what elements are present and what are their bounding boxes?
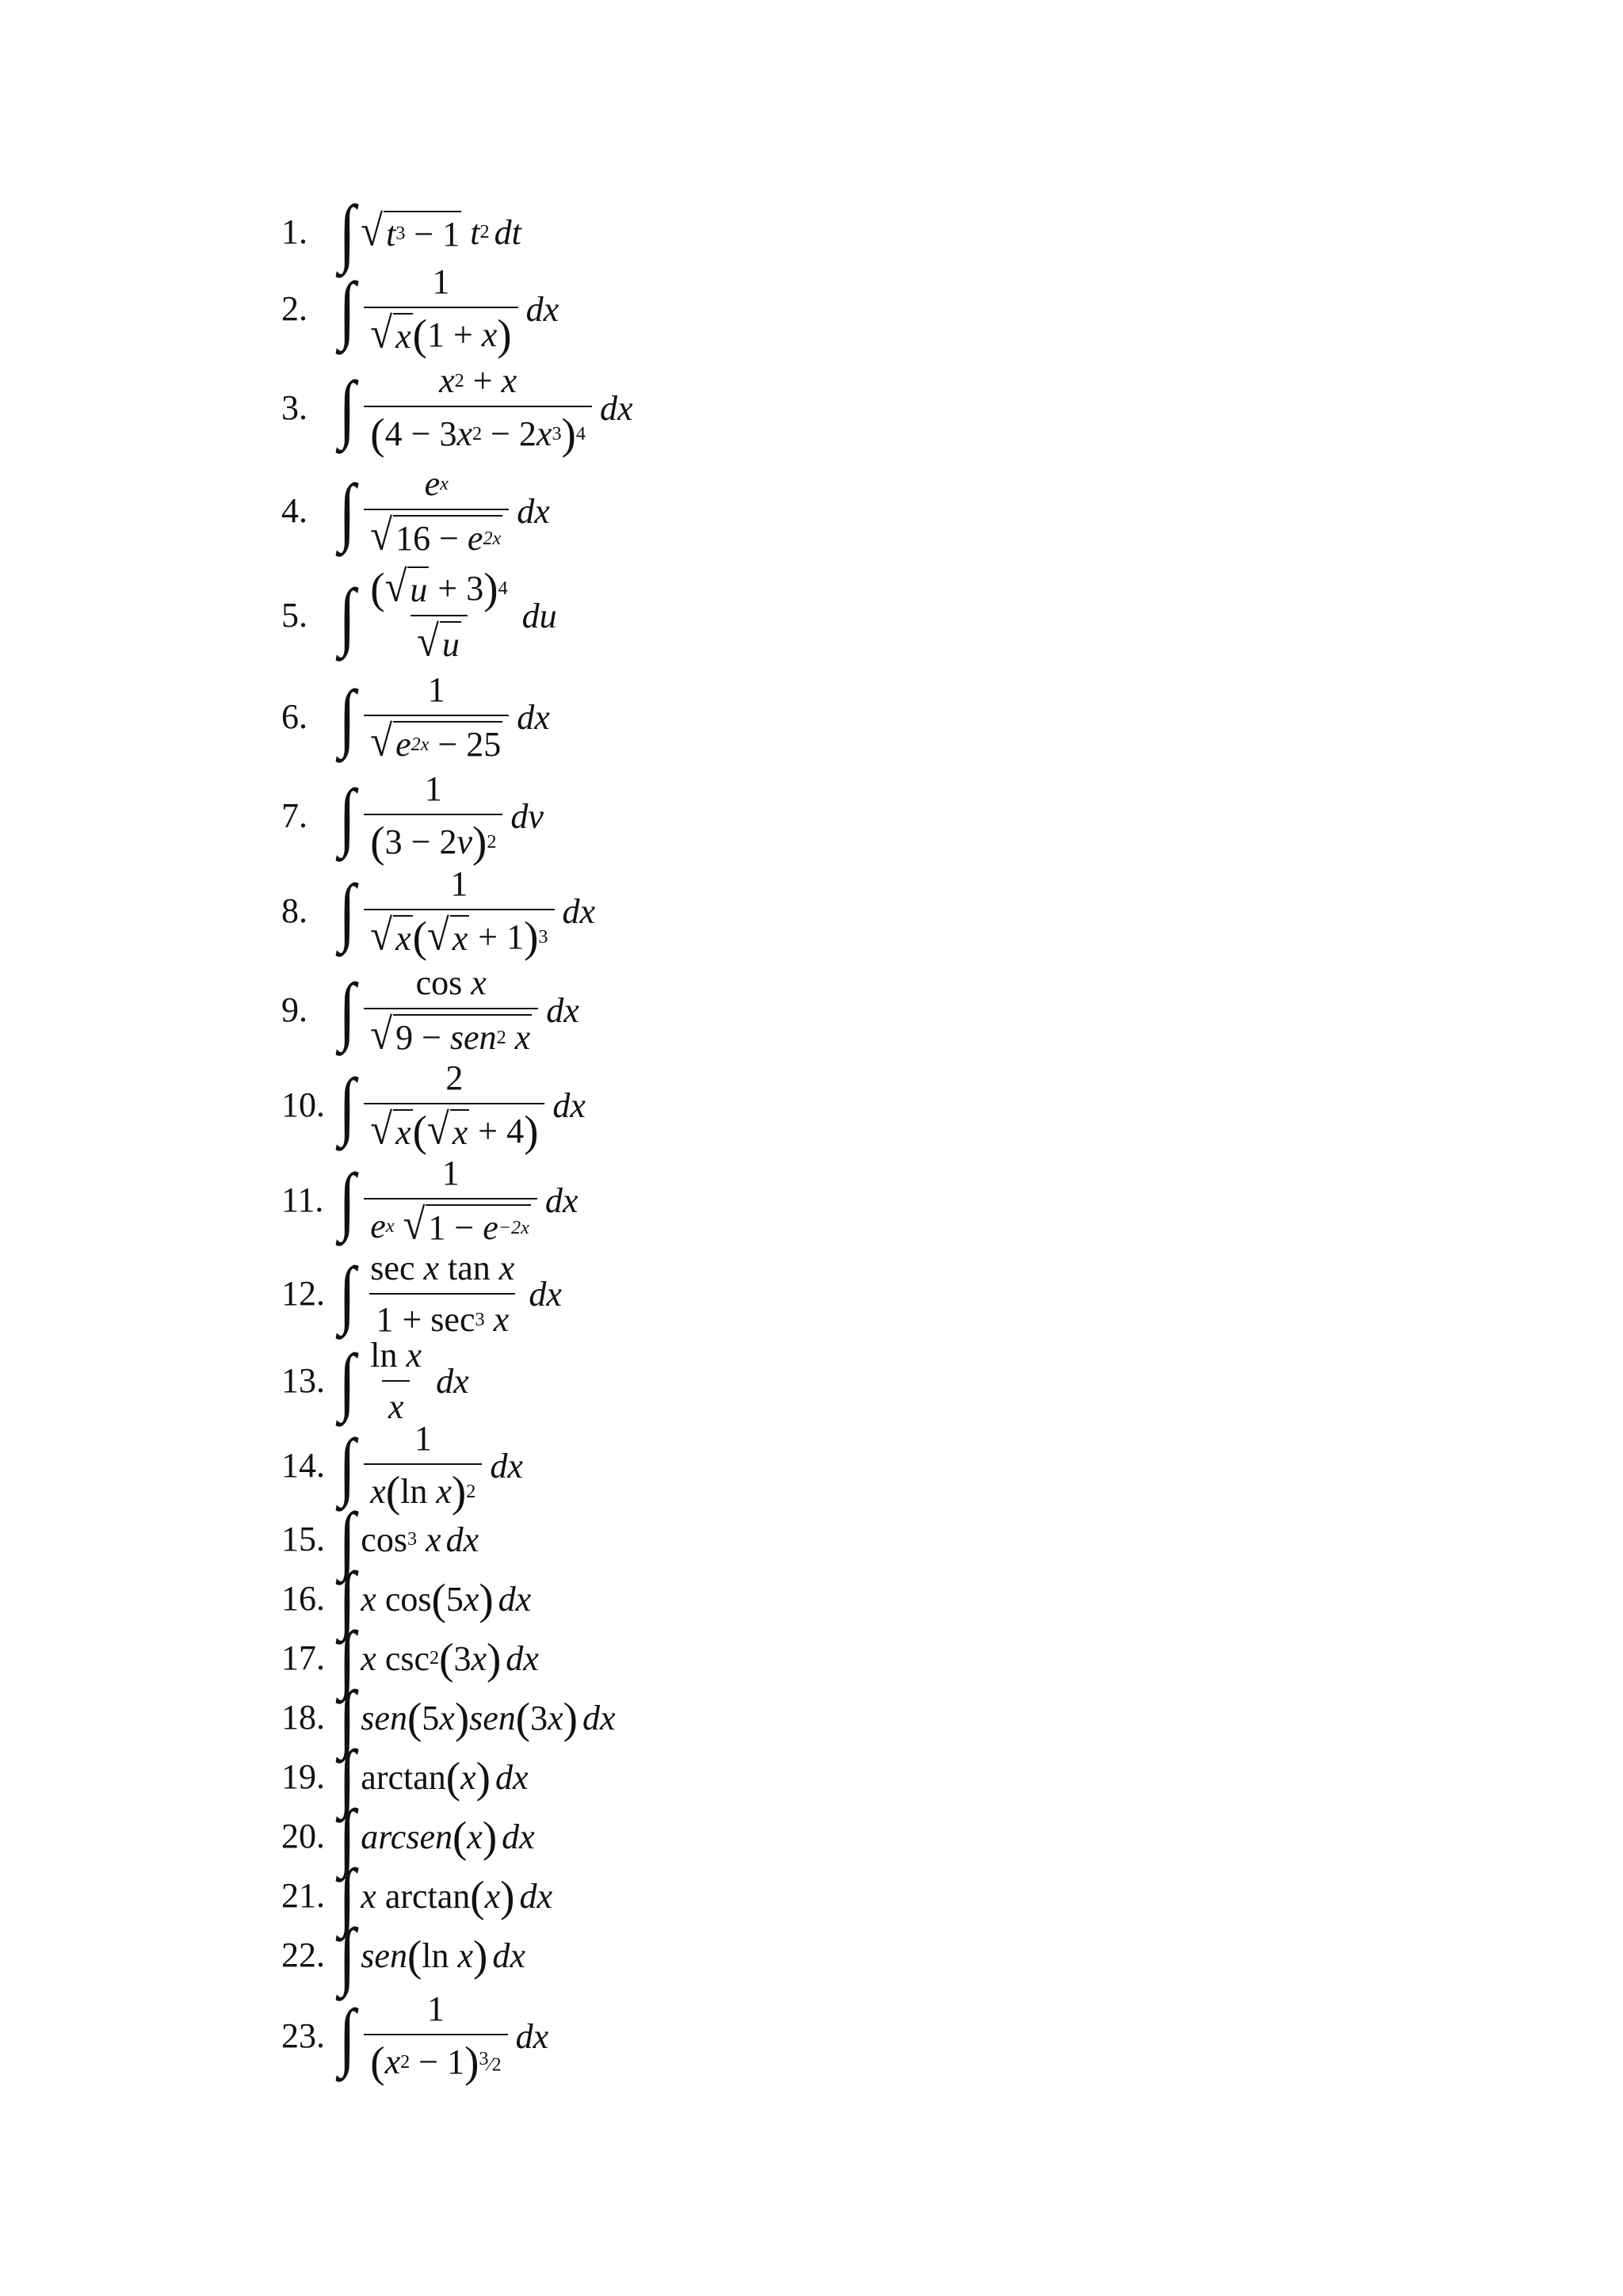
problem-number: 6. xyxy=(281,697,307,736)
problem-number: 22. xyxy=(281,1936,325,1974)
problem-number: 11. xyxy=(281,1180,324,1219)
problem-4 xyxy=(281,463,550,559)
problem-number: 2. xyxy=(281,289,307,328)
problem-22 xyxy=(281,1913,525,1997)
problem-number: 17. xyxy=(281,1638,325,1677)
problem-12 xyxy=(281,1248,562,1340)
problem-number: 23. xyxy=(281,2016,325,2055)
integral-expression: ∫ 2 √ x ( √ x + 4 ) dx xyxy=(338,1058,586,1155)
problem-number: 5. xyxy=(281,596,307,635)
problem-number: 14. xyxy=(281,1446,325,1485)
problem-number: 9. xyxy=(281,990,307,1029)
problem-10 xyxy=(281,1058,586,1153)
integral-expression: ∫ e x √ 16 − e 2x dx xyxy=(338,464,550,559)
integral-expression: ∫ ln x x dx xyxy=(338,1336,469,1426)
integral-expression: ∫ ( √ u + 3 ) 4 √ u du xyxy=(338,561,557,666)
problem-2 xyxy=(281,261,559,357)
integral-expression: ∫ 1 x ( ln x ) 2 dx xyxy=(338,1419,523,1516)
problem-number: 12. xyxy=(281,1274,325,1313)
problem-13 xyxy=(281,1335,469,1427)
integral-expression: ∫ 1 √ x ( 1 + x ) dx xyxy=(338,262,559,359)
integral-expression: ∫ √ t 3 − 1 t 2 dt xyxy=(338,189,521,274)
problem-8 xyxy=(281,864,595,959)
problem-number: 21. xyxy=(281,1876,325,1915)
problem-number: 20. xyxy=(281,1817,325,1855)
integral-expression: ∫ 1 √ e 2x − 25 dx xyxy=(338,670,550,765)
integral-expression: ∫ sen ( 5 x ) sen ( 3 x ) dx xyxy=(338,1675,616,1760)
problem-9 xyxy=(281,963,579,1058)
integral-expression: ∫ arcsen ( x ) dx xyxy=(338,1794,535,1878)
problem-number: 4. xyxy=(281,491,307,530)
integral-expression: ∫ x arctan ( x ) dx xyxy=(338,1853,553,1938)
problem-14 xyxy=(281,1418,523,1516)
problem-7 xyxy=(281,769,544,864)
integral-expression: ∫ cos x √ 9 − sen 2 x dx xyxy=(338,963,579,1058)
integral-expression: ∫ arctan ( x ) dx xyxy=(338,1734,529,1819)
problem-number: 3. xyxy=(281,388,307,427)
problem-5 xyxy=(281,561,557,666)
integral-expression: ∫ 1 e x √ 1 − e −2x dx xyxy=(338,1154,579,1249)
problem-number: 13. xyxy=(281,1361,325,1400)
integral-expression: ∫ cos 3 x dx xyxy=(338,1497,479,1581)
problem-3 xyxy=(281,360,632,456)
integral-expression: ∫ x 2 + x ( 4 − 3 x 2 − 2 x 3 ) 4 dx xyxy=(338,361,633,458)
problem-number: 16. xyxy=(281,1579,325,1618)
problem-number: 1. xyxy=(281,212,307,251)
problem-number: 19. xyxy=(281,1757,325,1796)
integral-expression: ∫ 1 ( x 2 − 1 ) $^3$⁄2 dx xyxy=(338,1989,549,2086)
problem-number: 8. xyxy=(281,891,307,930)
integral-expression: ∫ 1 √ x ( √ x + 1 ) 3 dx xyxy=(338,864,596,961)
problem-number: 10. xyxy=(281,1085,325,1124)
integral-expression: ∫ sen ( ln x ) dx xyxy=(338,1913,525,1997)
problem-23 xyxy=(281,1989,548,2084)
problem-6 xyxy=(281,669,550,765)
integral-expression: ∫ x csc 2 ( 3 x ) dx xyxy=(338,1615,539,1700)
integral-expression: ∫ sec x tan x 1 + sec 3 x dx xyxy=(338,1249,562,1339)
problem-1 xyxy=(281,189,521,274)
problem-number: 18. xyxy=(281,1698,325,1737)
problem-number: 15. xyxy=(281,1520,325,1558)
problem-number: 7. xyxy=(281,796,307,835)
integral-expression: ∫ x cos ( 5 x ) dx xyxy=(338,1556,532,1641)
integral-expression: ∫ 1 ( 3 − 2 v ) 2 dv xyxy=(338,769,544,866)
problem-11 xyxy=(281,1153,578,1248)
